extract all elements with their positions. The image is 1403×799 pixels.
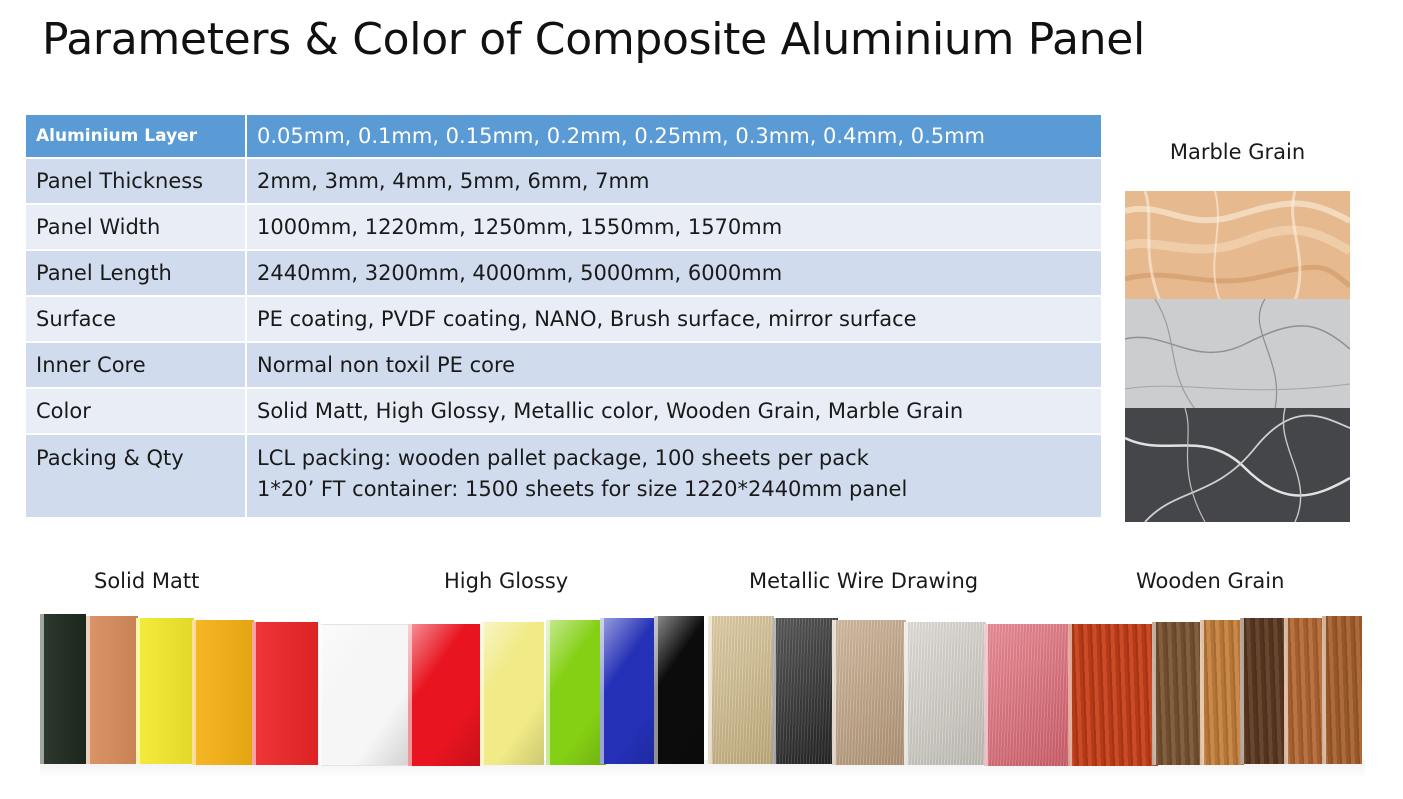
panel-face [86,616,138,764]
color-panel-high-glossy [408,624,480,766]
color-panel-high-glossy [480,622,544,765]
panel-edge [600,618,604,764]
row-value: 2mm, 3mm, 4mm, 5mm, 6mm, 7mm [246,158,1102,204]
panel-face [480,622,544,765]
panel-edge [318,624,322,766]
table-row [25,158,1102,204]
panel-edge [192,620,196,765]
row-label: Color [25,388,246,434]
panel-edge [1322,616,1326,764]
panel-edge [1068,624,1072,766]
color-panel-wooden [1068,624,1158,766]
row-label: Panel Width [25,204,246,250]
panel-face [136,618,194,764]
marble-swatch-beige [1125,191,1350,301]
color-panel-wooden [1322,616,1362,764]
color-panel-metallic [772,618,838,764]
marble-swatch-grey [1125,299,1350,409]
panel-face [252,622,318,765]
table-row [25,296,1102,342]
panel-edge [984,624,988,766]
panel-edge [40,614,44,764]
panel-face [318,624,410,766]
panel-edge [772,618,776,764]
row-value: Normal non toxil PE core [246,342,1102,388]
color-panel-solid-matt [252,622,318,765]
row-label: Surface [25,296,246,342]
color-panel-wooden [1200,620,1244,765]
metallic-wire-drawing-label: Metallic Wire Drawing [749,569,979,593]
color-panel-high-glossy [318,624,410,766]
panel-face [600,618,662,764]
color-panel-solid-matt [40,614,86,764]
panel-edge [86,616,90,764]
panel-face [192,620,254,765]
panel-edge [904,622,908,765]
panel-edge [546,620,550,765]
color-panel-wooden [1240,618,1286,764]
panel-face [984,624,1070,766]
panel-face [654,616,704,764]
table-row [25,342,1102,388]
high-glossy-label: High Glossy [444,569,569,593]
panel-face [1200,620,1244,765]
color-panel-solid-matt [86,616,138,764]
panel-edge [1284,618,1288,764]
panel-edge [136,618,140,764]
panel-face [40,614,86,764]
panel-face [708,616,774,764]
row-label: Packing & Qty [25,434,246,518]
row-value: 1000mm, 1220mm, 1250mm, 1550mm, 1570mm [246,204,1102,250]
marble-grain-label: Marble Grain [1169,140,1306,164]
panel-face [1322,616,1362,764]
color-panel-solid-matt [192,620,254,765]
row-label: Aluminium Layer [25,114,246,158]
wooden-grain-label: Wooden Grain [1136,569,1285,593]
color-panel-wooden [1152,622,1202,765]
panel-edge [1200,620,1204,765]
row-value-line: 1*20’ FT container: 1500 sheets for size 1220*2440mm panel [257,477,908,501]
panel-edge [408,624,412,766]
row-value: 0.05mm, 0.1mm, 0.15mm, 0.2mm, 0.25mm, 0.3mm, 0.4mm, 0.5mm [246,114,1102,158]
color-panel-strip [40,612,1365,782]
table-row [25,250,1102,296]
row-label: Panel Length [25,250,246,296]
panel-face [772,618,838,764]
page-title: Parameters & Color of Composite Aluminium Panel [42,14,1145,65]
color-panel-metallic [832,620,906,765]
solid-matt-label: Solid Matt [94,569,200,593]
marble-swatch-dark [1125,408,1350,522]
panel-face [1240,618,1286,764]
panel-face [904,622,986,765]
panel-edge [832,620,836,765]
parameters-table [24,113,1103,519]
color-panel-high-glossy [654,616,704,764]
table-row [25,388,1102,434]
row-value: PE coating, PVDF coating, NANO, Brush surface, mirror surface [246,296,1102,342]
panel-edge [480,622,484,765]
color-panel-high-glossy [546,620,606,765]
panel-edge [708,616,712,764]
color-panel-metallic [984,624,1070,766]
panel-edge [654,616,658,764]
row-value [246,434,1102,518]
panel-face [832,620,906,765]
table-row [25,114,1102,158]
panel-face [408,624,480,766]
row-value: 2440mm, 3200mm, 4000mm, 5000mm, 6000mm [246,250,1102,296]
color-panel-solid-matt [136,618,194,764]
panel-edge [252,622,256,765]
panel-face [546,620,606,765]
panel-edge [1240,618,1244,764]
panel-face [1152,622,1202,765]
panel-face [1284,618,1324,764]
row-label: Panel Thickness [25,158,246,204]
panel-face [1068,624,1158,766]
color-panel-high-glossy [600,618,662,764]
table-row [25,434,1102,518]
color-panel-metallic [708,616,774,764]
row-value: Solid Matt, High Glossy, Metallic color, Wooden Grain, Marble Grain [246,388,1102,434]
table-row [25,204,1102,250]
row-value-line: LCL packing: wooden pallet package, 100 sheets per pack [257,446,869,470]
color-panel-metallic [904,622,986,765]
panel-edge [1152,622,1156,765]
row-label: Inner Core [25,342,246,388]
color-panel-wooden [1284,618,1324,764]
